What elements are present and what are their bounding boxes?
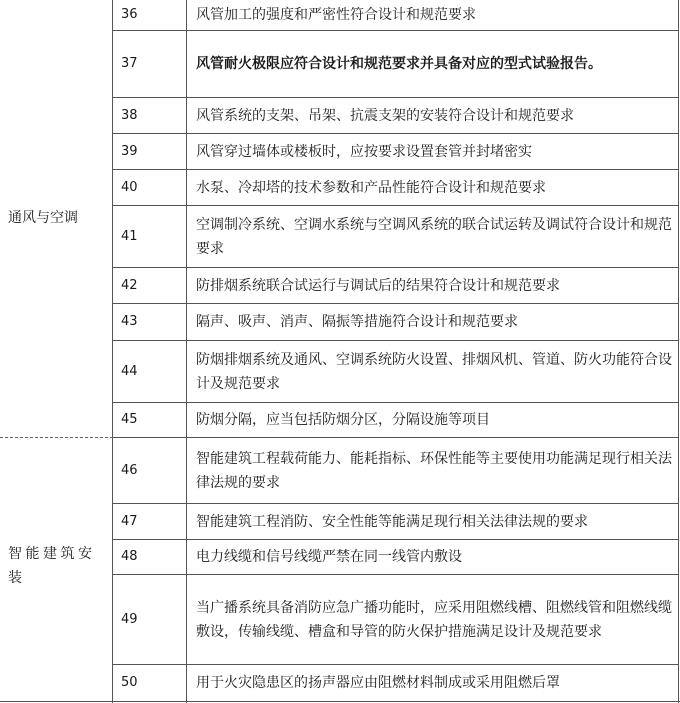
row-description: 智能建筑工程载荷能力、能耗指标、环保性能等主要使用功能满足现行相关法律法规的要求	[196, 450, 672, 491]
row-description: 防烟分隔，应当包括防烟分区，分隔设施等项目	[196, 412, 490, 428]
row-number: 39	[121, 143, 138, 159]
table-bottom-border	[0, 701, 680, 702]
row-number: 38	[121, 107, 138, 123]
row-number: 36	[121, 7, 138, 22]
row-description: 当广播系统具备消防应急广播功能时，应采用阻燃线槽、阻燃线管和阻燃线缆敷设，传输线缆、槽盒和导管的防火保护措施满足设计及规范要求	[196, 599, 672, 640]
row-description: 风管系统的支架、吊架、抗震支架的安装符合设计和规范要求	[196, 107, 574, 124]
row-description: 用于火灾隐患区的扬声器应由阻燃材料制成或采用阻燃后罩	[196, 675, 560, 691]
row-number: 43	[121, 314, 138, 329]
row-description: 电力线缆和信号线缆严禁在同一线管内敷设	[196, 549, 462, 565]
row-number: 46	[121, 462, 138, 478]
category-divider	[0, 437, 113, 438]
row-number: 40	[121, 179, 138, 195]
row-number: 37	[121, 56, 138, 71]
row-number: 48	[121, 549, 138, 564]
row-description: 隔声、吸声、消声、隔振等措施符合设计和规范要求	[196, 314, 518, 330]
row-description: 风管加工的强度和严密性符合设计和规范要求	[196, 7, 476, 23]
category-ventilation: 通风与空调	[8, 210, 78, 226]
row-description: 智能建筑工程消防、安全性能等能满足现行相关法律法规的要求	[196, 513, 588, 530]
row-number: 44	[121, 363, 138, 379]
row-number: 47	[121, 513, 138, 529]
row-number: 42	[121, 277, 138, 293]
row-description: 防排烟系统联合试运行与调试后的结果符合设计和规范要求	[196, 277, 560, 294]
table-right-border	[678, 0, 679, 703]
row-number: 50	[121, 675, 138, 690]
row-number: 41	[121, 228, 138, 244]
row-description: 水泵、冷却塔的技术参数和产品性能符合设计和规范要求	[196, 179, 546, 196]
row-number: 45	[121, 412, 138, 427]
row-description: 防烟排烟系统及通风、空调系统防火设置、排烟风机、管道、防火功能符合设计及规范要求	[196, 351, 672, 392]
category-intelligent-building: 智能建筑安装	[8, 546, 96, 586]
row-description: 空调制冷系统、空调水系统与空调风系统的联合试运转及调试符合设计和规范要求	[196, 216, 672, 257]
row-number: 49	[121, 611, 138, 627]
row-description: 风管耐火极限应符合设计和规范要求并具备对应的型式试验报告。	[196, 56, 602, 72]
row-description: 风管穿过墙体或楼板时，应按要求设置套管并封堵密实	[196, 143, 532, 160]
